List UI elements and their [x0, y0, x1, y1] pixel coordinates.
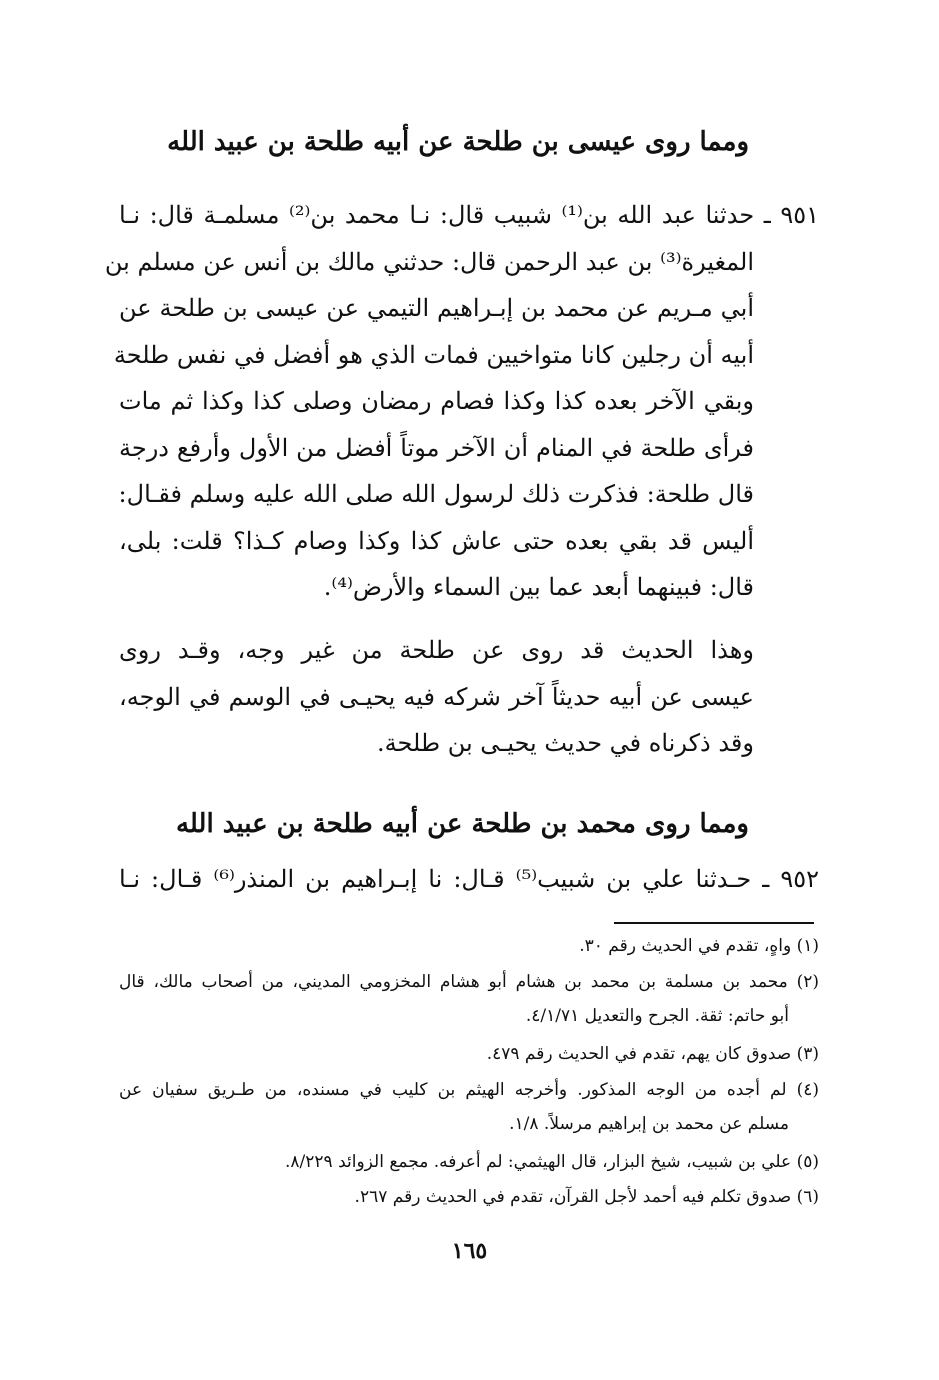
footnote-5: (٥) علي بن شبيب، شيخ البزار، قال الهيثمي: لم أعرفه. مجمع الزوائد ٨/٢٢٩.	[285, 1152, 819, 1172]
hadith-951-line-3: أبي مـريم عن محمد بن إبـراهيم التيمي عن عيسى بن طلحة عن	[119, 294, 754, 322]
hadith-951-line-2: المغيرة⁽³⁾ بن عبد الرحمن قال: حدثني مالك بن أنس عن مسلم بن	[104, 248, 754, 276]
footnote-2-continued: أبو حاتم: ثقة. الجرح والتعديل ٤/١/٧١.	[525, 1006, 789, 1026]
hadith-951-line-6: فرأى طلحة في المنام أن الآخر موتاً أفضل من الأول وأرفع درجة	[119, 434, 754, 462]
commentary-line-2: عيسى عن أبيه حديثاً آخر شركه فيه يحيـى في الوسم في الوجه،	[119, 683, 754, 711]
footnote-3: (٣) صدوق كان يهم، تقدم في الحديث رقم ٤٧٩.	[486, 1044, 819, 1064]
hadith-951-line-9: قال: فبينهما أبعد عما بين السماء والأرض⁽⁴⁾.	[323, 573, 754, 601]
footnote-4-continued: مسلم عن محمد بن إبراهيم مرسلاً. ١/٨.	[509, 1114, 789, 1134]
hadith-952-line-1: ٩٥٢ ـ حـدثنا علي بن شبيب⁽⁵⁾ قـال: نا إبـراهيم بن المنذر⁽⁶⁾ قـال: نـا	[119, 865, 819, 893]
commentary-line-3: وقد ذكرناه في حديث يحيـى بن طلحة.	[377, 729, 754, 757]
hadith-951-line-1: ٩٥١ ـ حدثنا عبد الله بن⁽¹⁾ شبيب قال: نـا محمد بن⁽²⁾ مسلمـة قال: نـا	[119, 201, 819, 229]
hadith-951-line-4: أبيه أن رجلين كانا متواخيين فمات الذي هو أفضل في نفس طلحة	[113, 341, 754, 369]
section-heading-muhammad: ومما روى محمد بن طلحة عن أبيه طلحة بن عبيد الله	[175, 809, 749, 839]
hadith-951-line-7: قال طلحة: فذكرت ذلك لرسول الله صلى الله عليه وسلم فقـال:	[118, 480, 754, 508]
page-number: ١٦٥	[451, 1238, 488, 1264]
footnote-6: (٦) صدوق تكلم فيه أحمد لأجل القرآن، تقدم في الحديث رقم ٢٦٧.	[354, 1187, 819, 1207]
footnote-separator	[614, 922, 814, 924]
section-heading-isa: ومما روى عيسى بن طلحة عن أبيه طلحة بن عبيد الله	[167, 127, 749, 157]
footnote-2: (٢) محمد بن مسلمة بن محمد بن هشام أبو هشام المخزومي المديني، من أصحاب مالك، قال	[119, 972, 819, 992]
footnote-4: (٤) لم أجده من الوجه المذكور. وأخرجه الهيثم بن كليب في مسنده، من طـريق سفيان عن	[119, 1080, 819, 1100]
commentary-line-1: وهذا الحديث قد روى عن طلحة من غير وجه، وقـد روى	[119, 636, 754, 664]
footnote-1: (١) واهٍ، تقدم في الحديث رقم ٣٠.	[579, 936, 819, 956]
hadith-951-line-5: وبقي الآخر بعده كذا وكذا فصام رمضان وصلى كذا وكذا ثم مات	[119, 387, 754, 415]
hadith-951-line-8: أليس قد بقي بعده حتى عاش كذا وكذا وصام كـذا؟ قلت: بلى،	[119, 527, 754, 555]
